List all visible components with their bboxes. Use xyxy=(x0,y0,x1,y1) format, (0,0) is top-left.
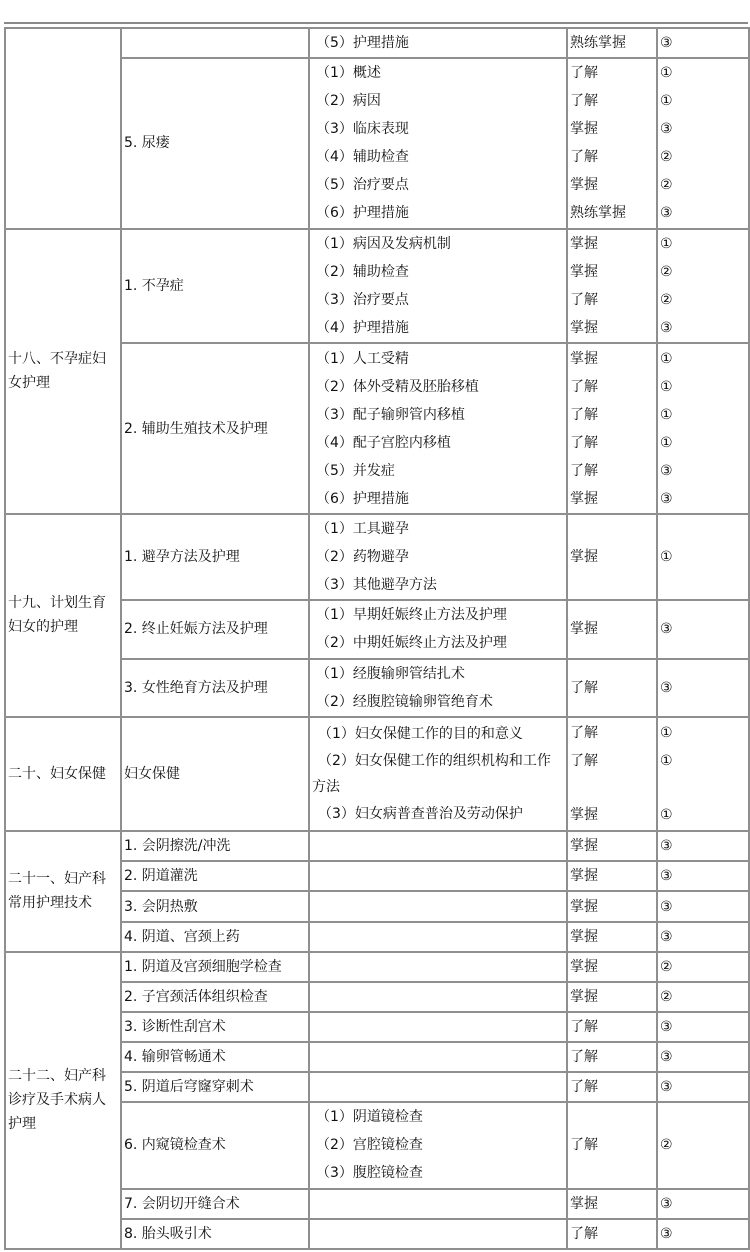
item-cell xyxy=(309,717,567,831)
level-value: 了解 xyxy=(570,93,598,110)
unit-cell: 2. 辅助生殖技术及护理 xyxy=(121,343,309,514)
mark-value: ① xyxy=(660,378,673,395)
item-cell xyxy=(309,229,567,343)
list-item: （2）妇女保健工作的组织机构和工作方法 xyxy=(312,753,551,795)
level-value: 掌握 xyxy=(570,490,598,507)
mark-cell xyxy=(657,717,749,831)
level-cell: 了解 xyxy=(567,1102,657,1188)
table-row xyxy=(5,514,749,600)
mark-cell: ③ xyxy=(657,1189,749,1219)
top-rule xyxy=(4,22,748,24)
unit-cell: 3. 女性绝育方法及护理 xyxy=(121,659,309,717)
unit-cell: 3. 诊断性刮宫术 xyxy=(121,1012,309,1042)
mark-cell xyxy=(657,229,749,343)
mark-value: ① xyxy=(660,725,673,741)
mark-value: ① xyxy=(660,350,673,367)
level-cell: 掌握 xyxy=(567,982,657,1012)
mark-cell: ② xyxy=(657,952,749,982)
item-cell xyxy=(309,982,567,1012)
list-item: （1）人工受精 xyxy=(316,350,409,367)
level-cell: 了解 xyxy=(567,1219,657,1249)
list-item: （3）临床表现 xyxy=(316,121,409,138)
mark-cell: ③ xyxy=(657,891,749,921)
item-cell xyxy=(309,659,567,717)
unit-cell: 妇女保健 xyxy=(121,717,309,831)
level-value: 了解 xyxy=(570,725,598,741)
mark-value: ③ xyxy=(660,320,673,337)
section-title: 二十一、妇产科常用护理技术 xyxy=(5,831,121,951)
level-cell: 了解 xyxy=(567,659,657,717)
unit-cell: 4. 阴道、宫颈上药 xyxy=(121,922,309,952)
level-cell: 掌握 xyxy=(567,922,657,952)
list-item: （2）经腹腔镜输卵管绝育术 xyxy=(316,693,493,710)
level-cell: 了解 xyxy=(567,1042,657,1072)
mark-cell: ③ xyxy=(657,831,749,861)
list-item: （1）阴道镜检查 xyxy=(316,1109,423,1126)
item-cell xyxy=(309,600,567,658)
level-value: 了解 xyxy=(570,149,598,166)
level-value: 熟练掌握 xyxy=(570,205,626,222)
mark-value: ② xyxy=(660,149,673,166)
mark-cell: ① xyxy=(657,514,749,600)
item-cell xyxy=(309,831,567,861)
item-cell xyxy=(309,861,567,891)
level-value: 了解 xyxy=(570,292,598,309)
item-cell xyxy=(309,1219,567,1249)
level-value: 掌握 xyxy=(570,807,598,823)
level-value: 掌握 xyxy=(570,236,598,253)
list-item: （2）辅助检查 xyxy=(316,264,409,281)
list-item: （1）妇女保健工作的目的和意义 xyxy=(318,726,523,742)
mark-cell: ③ xyxy=(657,922,749,952)
unit-cell: 1. 会阴擦洗/冲洗 xyxy=(121,831,309,861)
level-value: 了解 xyxy=(570,462,598,479)
section-title: 二十二、妇产科诊疗及手术病人护理 xyxy=(5,952,121,1249)
mark-value: ① xyxy=(660,434,673,451)
item-cell xyxy=(309,343,567,514)
list-item: （6）护理措施 xyxy=(316,490,409,507)
unit-cell: 5. 尿瘘 xyxy=(121,58,309,229)
level-value: 了解 xyxy=(570,65,598,82)
level-cell xyxy=(567,58,657,229)
section-title: 十九、计划生育妇女的护理 xyxy=(5,514,121,717)
unit-cell: 1. 避孕方法及护理 xyxy=(121,514,309,600)
mark-value: ③ xyxy=(660,462,673,479)
list-item: （2）中期妊娠终止方法及护理 xyxy=(316,635,507,652)
level-cell: 掌握 xyxy=(567,891,657,921)
item-cell xyxy=(309,952,567,982)
list-item: （2）宫腔镜检查 xyxy=(316,1137,423,1154)
level-cell: 掌握 xyxy=(567,600,657,658)
item-cell xyxy=(309,1072,567,1102)
table-row xyxy=(5,952,749,982)
unit-cell: 3. 会阴热敷 xyxy=(121,891,309,921)
level-cell: 掌握 xyxy=(567,831,657,861)
unit-cell: 2. 阴道灌洗 xyxy=(121,861,309,891)
mark-cell: ② xyxy=(657,982,749,1012)
mark-value: ③ xyxy=(660,121,673,138)
level-value: 了解 xyxy=(570,753,598,769)
mark-cell: ③ xyxy=(657,1042,749,1072)
level-cell: 熟练掌握 xyxy=(567,28,657,58)
item-cell xyxy=(309,1189,567,1219)
unit-cell: 8. 胎头吸引术 xyxy=(121,1219,309,1249)
item-cell: （5）护理措施 xyxy=(309,28,567,58)
unit-cell: 2. 终止妊娠方法及护理 xyxy=(121,600,309,658)
list-item: （4）辅助检查 xyxy=(316,149,409,166)
item-cell xyxy=(309,1012,567,1042)
level-value: 掌握 xyxy=(570,121,598,138)
level-value: 掌握 xyxy=(570,320,598,337)
unit-cell: 4. 输卵管畅通术 xyxy=(121,1042,309,1072)
level-cell xyxy=(567,717,657,831)
item-cell xyxy=(309,922,567,952)
section-title: 十八、不孕症妇女护理 xyxy=(5,229,121,514)
level-cell: 掌握 xyxy=(567,1189,657,1219)
list-item: （6）护理措施 xyxy=(316,205,409,222)
item-cell xyxy=(309,58,567,229)
level-value: 了解 xyxy=(570,378,598,395)
mark-cell: ② xyxy=(657,1102,749,1188)
mark-value: ① xyxy=(660,406,673,423)
list-item: （1）早期妊娠终止方法及护理 xyxy=(316,607,507,624)
mark-value: ① xyxy=(660,236,673,253)
list-item: （3）治疗要点 xyxy=(316,292,409,309)
list-item: （3）腹腔镜检查 xyxy=(316,1165,423,1182)
item-cell xyxy=(309,514,567,600)
list-item: （2）药物避孕 xyxy=(316,549,409,566)
unit-cell xyxy=(121,28,309,58)
mark-cell: ③ xyxy=(657,861,749,891)
list-item: （2）病因 xyxy=(316,93,381,110)
mark-cell: ③ xyxy=(657,1072,749,1102)
list-item: （4）护理措施 xyxy=(316,320,409,337)
level-cell: 掌握 xyxy=(567,952,657,982)
table-row xyxy=(5,831,749,861)
item-cell xyxy=(309,1102,567,1188)
list-item: （5）并发症 xyxy=(316,462,395,479)
level-cell: 了解 xyxy=(567,1072,657,1102)
level-cell: 了解 xyxy=(567,1012,657,1042)
list-item: （3）配子输卵管内移植 xyxy=(316,406,465,423)
list-item: （1）病因及发病机制 xyxy=(316,236,451,253)
unit-cell: 1. 阴道及宫颈细胞学检查 xyxy=(121,952,309,982)
list-item: （1）经腹输卵管结扎术 xyxy=(316,665,465,682)
level-value: 了解 xyxy=(570,406,598,423)
level-value: 掌握 xyxy=(570,177,598,194)
table-row xyxy=(5,717,749,831)
mark-value: ③ xyxy=(660,205,673,222)
level-cell xyxy=(567,343,657,514)
mark-cell xyxy=(657,58,749,229)
level-value: 掌握 xyxy=(570,264,598,281)
item-cell xyxy=(309,1042,567,1072)
mark-value: ① xyxy=(660,65,673,82)
mark-value: ② xyxy=(660,177,673,194)
mark-value: ① xyxy=(660,753,673,769)
level-cell xyxy=(567,229,657,343)
syllabus-table xyxy=(4,27,750,1250)
mark-cell: ③ xyxy=(657,1219,749,1249)
level-value: 了解 xyxy=(570,434,598,451)
list-item: （2）体外受精及胚胎移植 xyxy=(316,378,479,395)
level-cell: 掌握 xyxy=(567,514,657,600)
list-item: （1）工具避孕 xyxy=(316,521,409,538)
list-item: （5）治疗要点 xyxy=(316,177,409,194)
list-item: （1）概述 xyxy=(316,65,381,82)
mark-value: ② xyxy=(660,264,673,281)
mark-value: ① xyxy=(660,807,673,823)
list-item: （3）其他避孕方法 xyxy=(316,577,437,594)
unit-cell: 1. 不孕症 xyxy=(121,229,309,343)
mark-value: ② xyxy=(660,292,673,309)
unit-cell: 6. 内窥镜检查术 xyxy=(121,1102,309,1188)
mark-value: ③ xyxy=(660,490,673,507)
mark-cell: ③ xyxy=(657,659,749,717)
section-title: 二十、妇女保健 xyxy=(5,717,121,831)
mark-cell: ③ xyxy=(657,600,749,658)
level-cell: 掌握 xyxy=(567,861,657,891)
unit-cell: 2. 子宫颈活体组织检查 xyxy=(121,982,309,1012)
mark-value: ① xyxy=(660,93,673,110)
mark-cell xyxy=(657,343,749,514)
list-item: （4）配子宫腔内移植 xyxy=(316,434,451,451)
level-value: 掌握 xyxy=(570,350,598,367)
unit-cell: 5. 阴道后穹窿穿刺术 xyxy=(121,1072,309,1102)
mark-cell: ③ xyxy=(657,1012,749,1042)
item-cell xyxy=(309,891,567,921)
table-row xyxy=(5,229,749,343)
section-cell xyxy=(5,28,121,229)
list-item: （3）妇女病普查普治及劳动保护 xyxy=(318,806,523,822)
unit-cell: 7. 会阴切开缝合术 xyxy=(121,1189,309,1219)
mark-cell: ③ xyxy=(657,28,749,58)
table-row xyxy=(5,28,749,58)
